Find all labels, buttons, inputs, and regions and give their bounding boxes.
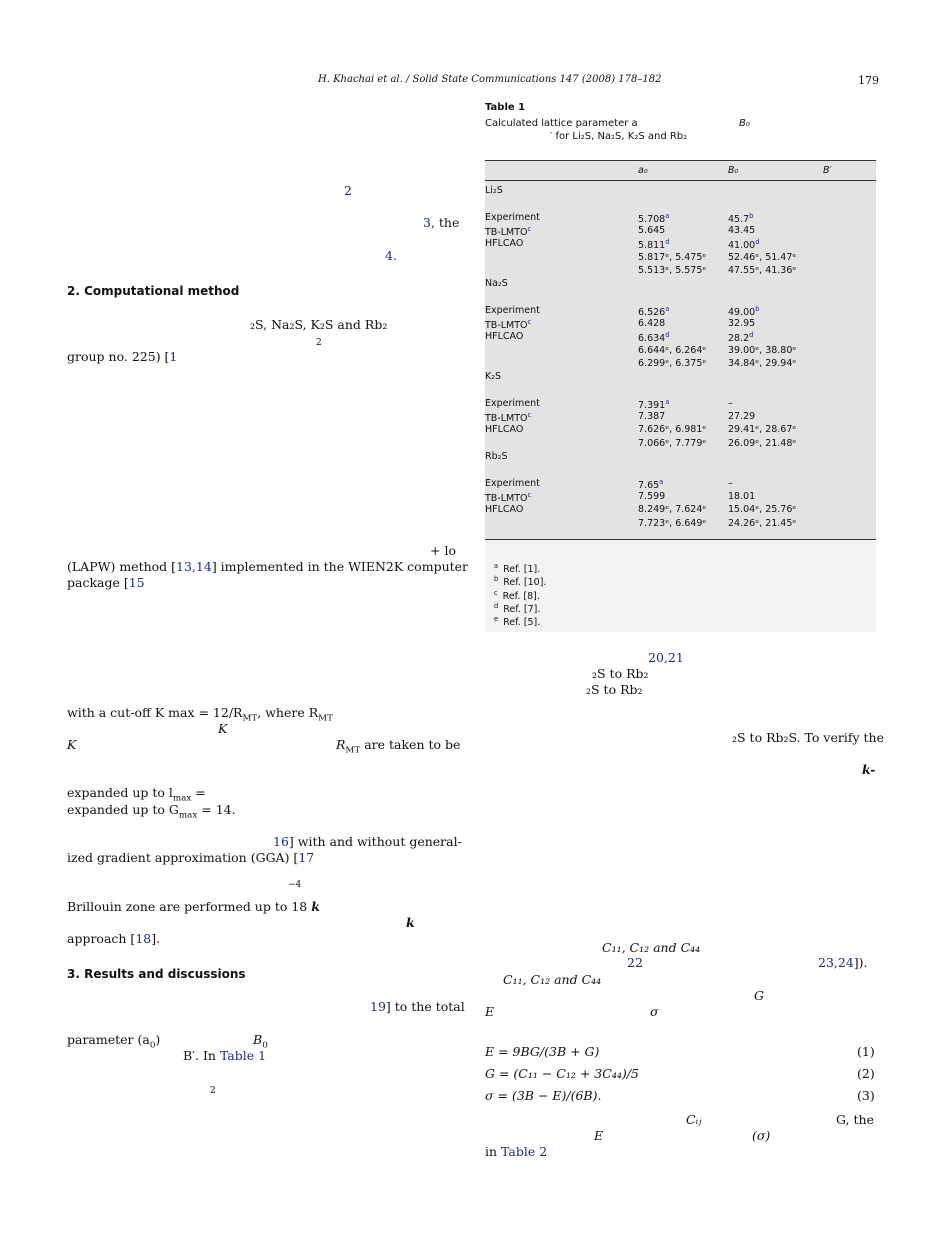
table-cell-a0: 7.723ᵉ, 6.649ᵉ xyxy=(638,517,707,529)
table-cell-a0: 7.066ᵉ, 7.779ᵉ xyxy=(638,437,707,449)
table-footnotes xyxy=(485,540,876,632)
eq-ref-fragment: 2 xyxy=(344,183,352,198)
text-fragment: G, the xyxy=(836,1112,874,1127)
table-cell-a0: 5.645 xyxy=(638,224,666,236)
table-row-label: HFLCAO xyxy=(485,238,524,250)
text-fragment: 16] with and without general- xyxy=(273,834,462,849)
table-cell-a0: 8.249ᵉ, 7.624ᵉ xyxy=(638,504,707,516)
table-caption-line1: Calculated lattice parameter a xyxy=(485,118,638,129)
ref-link[interactable]: 3 xyxy=(423,215,431,230)
table-cell-a0: 5.708$^a$ xyxy=(638,211,670,225)
ref-link[interactable]: 16 xyxy=(273,834,289,849)
table-cell-b0: 43.45 xyxy=(728,224,756,236)
text-fragment: ₂S to Rb₂S. To verify the xyxy=(732,730,884,745)
table-row-label: TB-LMTO$^c$ xyxy=(485,490,532,505)
text-fragment: + lo xyxy=(430,543,456,558)
text-fragment: ₂S, Na₂S, K₂S and Rb₂ xyxy=(250,317,388,332)
table-footnote: $^d$ Ref. [7]. xyxy=(494,601,541,616)
table-cell-b0: 39.00ᵉ, 38.80ᵉ xyxy=(728,344,797,356)
section-heading-results: 3. Results and discussions xyxy=(67,967,246,981)
table-row-label: Experiment xyxy=(485,397,540,409)
table-cell-a0: 5.817ᵉ, 5.475ᵉ xyxy=(638,251,707,263)
table-1-link[interactable]: Table 1 xyxy=(219,1048,267,1063)
table-row-label: HFLCAO xyxy=(485,504,524,516)
text-fragment: 19] to the total xyxy=(370,999,465,1014)
table-cell-a0: 6.526$^a$ xyxy=(638,304,670,318)
text-fragment: group no. 225) [1 xyxy=(67,349,178,364)
text-fragment: 2 xyxy=(210,1086,216,1096)
text-fragment: (LAPW) method [13,14] implemented in the WIEN2K computer xyxy=(67,559,469,574)
equation-3-number: (3) xyxy=(857,1088,875,1103)
table-row-label: TB-LMTO$^c$ xyxy=(485,411,532,425)
table-cell-a0: 7.599 xyxy=(638,490,666,502)
col-header-bprime: B′ xyxy=(823,165,832,176)
ref-link[interactable]: 17 xyxy=(298,850,315,865)
text-fragment: ₂S to Rb₂ xyxy=(586,682,643,697)
text-fragment: expanded up to $G_{max} = 14$. xyxy=(67,802,236,821)
text-fragment: k xyxy=(406,915,415,930)
table-cell-b0: 45.7$^b$ xyxy=(728,211,754,225)
text-fragment: package [15 xyxy=(67,575,145,590)
ref-link[interactable]: 20,21 xyxy=(648,650,684,665)
table-row-label: HFLCAO xyxy=(485,424,524,436)
table-row-label: TB-LMTO$^c$ xyxy=(485,318,532,332)
text-fragment: k- xyxy=(862,762,876,777)
ref-link[interactable]: 4. xyxy=(385,248,397,263)
table-cell-a0: 7.387 xyxy=(638,411,666,423)
table-group-name: Li₂S xyxy=(485,185,503,196)
table-cell-a0: 5.513ᵉ, 5.575ᵉ xyxy=(638,264,707,276)
text-fragment: Brillouin zone are performed up to 18 k xyxy=(67,899,320,914)
table-cell-a0: 6.634$^d$ xyxy=(638,331,670,345)
text-fragment: $R_{MT}$ are taken to be xyxy=(336,737,461,756)
table-cell-a0: 7.626ᵉ, 6.981ᵉ xyxy=(638,424,707,436)
equation-2-number: (2) xyxy=(857,1066,875,1081)
table-cell-b0: 15.04ᵉ, 25.76ᵉ xyxy=(728,504,797,516)
text-fragment: σ xyxy=(650,1004,659,1019)
table-cell-b0: 29.41ᵉ, 28.67ᵉ xyxy=(728,424,797,436)
equation-1-number: (1) xyxy=(857,1044,875,1059)
table-header-row xyxy=(485,161,876,181)
table-group-name: K₂S xyxy=(485,371,502,383)
text-fragment: G xyxy=(754,988,764,1003)
table-cell-a0: 6.428 xyxy=(638,318,666,329)
table-cell-b0: 47.55ᵉ, 41.36ᵉ xyxy=(728,264,797,276)
text-fragment: $B_0$ xyxy=(253,1032,268,1051)
table-row-label: HFLCAO xyxy=(485,331,524,343)
text-fragment: in Table 2 xyxy=(485,1144,548,1159)
text-fragment: 2 xyxy=(316,338,322,348)
text-fragment: parameter $(a_0)$ xyxy=(67,1032,161,1051)
table-cell-b0: 27.29 xyxy=(728,411,756,423)
text-fragment: −4 xyxy=(288,880,302,890)
table-cell-a0: 6.644ᵉ, 6.264ᵉ xyxy=(638,344,707,356)
table-cell-b0: 34.84ᵉ, 29.94ᵉ xyxy=(728,357,797,369)
table-cell-a0: 5.811$^d$ xyxy=(638,238,670,252)
table-cell-a0: 6.299ᵉ, 6.375ᵉ xyxy=(638,357,707,369)
col-header-a0: a₀ xyxy=(638,165,648,176)
text-fragment: B′. In Table 1 xyxy=(183,1048,267,1063)
table-row-label: Experiment xyxy=(485,211,540,223)
running-title: H. Khachai et al. / Solid State Communications 147 (2008) 178–182 xyxy=(318,74,662,85)
table-cell-b0: 52.46ᵉ, 51.47ᵉ xyxy=(728,251,797,263)
table-2-link[interactable]: Table 2 xyxy=(501,1144,548,1159)
text-fragment: approach [18]. xyxy=(67,931,161,946)
section-heading-computational-method: 2. Computational method xyxy=(67,284,240,298)
equation-2: G = (C₁₁ − C₁₂ + 3C₄₄)/5 xyxy=(485,1066,639,1081)
table-row-label: Experiment xyxy=(485,477,540,489)
text-fragment: E xyxy=(485,1004,495,1019)
text-fragment: expanded up to $l_{max}$ = xyxy=(67,785,206,804)
table-caption-b0: B₀ xyxy=(739,118,750,129)
table-cell-b0: 24.26ᵉ, 21.45ᵉ xyxy=(728,517,797,529)
ref-link[interactable]: 13,14 xyxy=(176,559,212,574)
col-header-b0: B₀ xyxy=(728,165,739,176)
table-cell-b0: 26.09ᵉ, 21.48ᵉ xyxy=(728,437,797,449)
table-cell-b0: 41.00$^d$ xyxy=(728,238,760,252)
table-footnote: $^a$ Ref. [1]. xyxy=(494,562,541,576)
ref-link[interactable]: 23,24 xyxy=(818,955,854,970)
text-fragment: K xyxy=(67,737,77,752)
text-fragment: ized gradient approximation (GGA) [17 xyxy=(67,850,315,865)
text-fragment: (σ) xyxy=(752,1128,771,1143)
table-caption-line2: ′ for Li₂S, Na₂S, K₂S and Rb₂ xyxy=(550,131,688,142)
lattice-parameter-table xyxy=(485,160,876,540)
text-fragment: C₁₁, C₁₂ and C₄₄ xyxy=(602,940,701,955)
text-fragment: with a cut-off K $\max = 12/R_{MT}$, where $R_{MT}$ xyxy=(67,705,333,724)
table-cell-a0: 7.391$^a$ xyxy=(638,397,670,411)
table-footnote: $^b$ Ref. [10]. xyxy=(494,575,547,589)
ref-link[interactable]: 19 xyxy=(370,999,386,1014)
table-group-name: Rb₂S xyxy=(485,451,508,462)
table-group-name: Na₂S xyxy=(485,278,508,290)
table-cell-b0: – xyxy=(728,397,733,409)
text-fragment: E xyxy=(594,1128,604,1143)
table-cell-b0: 28.2$^d$ xyxy=(728,331,754,345)
table-footnote: $^e$ Ref. [5]. xyxy=(494,615,541,629)
text-fragment: K xyxy=(218,721,228,736)
equation-1: E = 9BG/(3B + G) xyxy=(485,1044,600,1059)
table-cell-b0: 49.00$^b$ xyxy=(728,304,760,318)
text-fragment: 3, the xyxy=(423,215,460,230)
ref-link[interactable]: 15 xyxy=(128,575,145,590)
text-fragment: ₂S to Rb₂ xyxy=(592,666,649,681)
ref-link[interactable]: 22 xyxy=(627,955,643,970)
table-cell-a0: 7.65$^a$ xyxy=(638,477,664,491)
table-label: Table 1 xyxy=(485,102,526,113)
table-cell-b0: 18.01 xyxy=(728,490,756,502)
ref-link[interactable]: 1 xyxy=(169,349,178,364)
ref-link[interactable]: 18 xyxy=(135,931,152,946)
equation-3: σ = (3B − E)/(6B). xyxy=(485,1088,602,1103)
table-row-label: TB-LMTO$^c$ xyxy=(485,224,532,239)
table-cell-b0: 32.95 xyxy=(728,318,756,329)
table-row-label: Experiment xyxy=(485,304,540,316)
table-footnote: $^c$ Ref. [8]. xyxy=(494,588,540,602)
text-fragment: C₁₁, C₁₂ and C₄₄ xyxy=(503,972,602,987)
page-number: 179 xyxy=(858,74,879,87)
table-cell-b0: – xyxy=(728,477,733,489)
text-fragment: 23,24]). xyxy=(818,955,868,970)
text-fragment: Cᵢⱼ xyxy=(686,1112,702,1127)
